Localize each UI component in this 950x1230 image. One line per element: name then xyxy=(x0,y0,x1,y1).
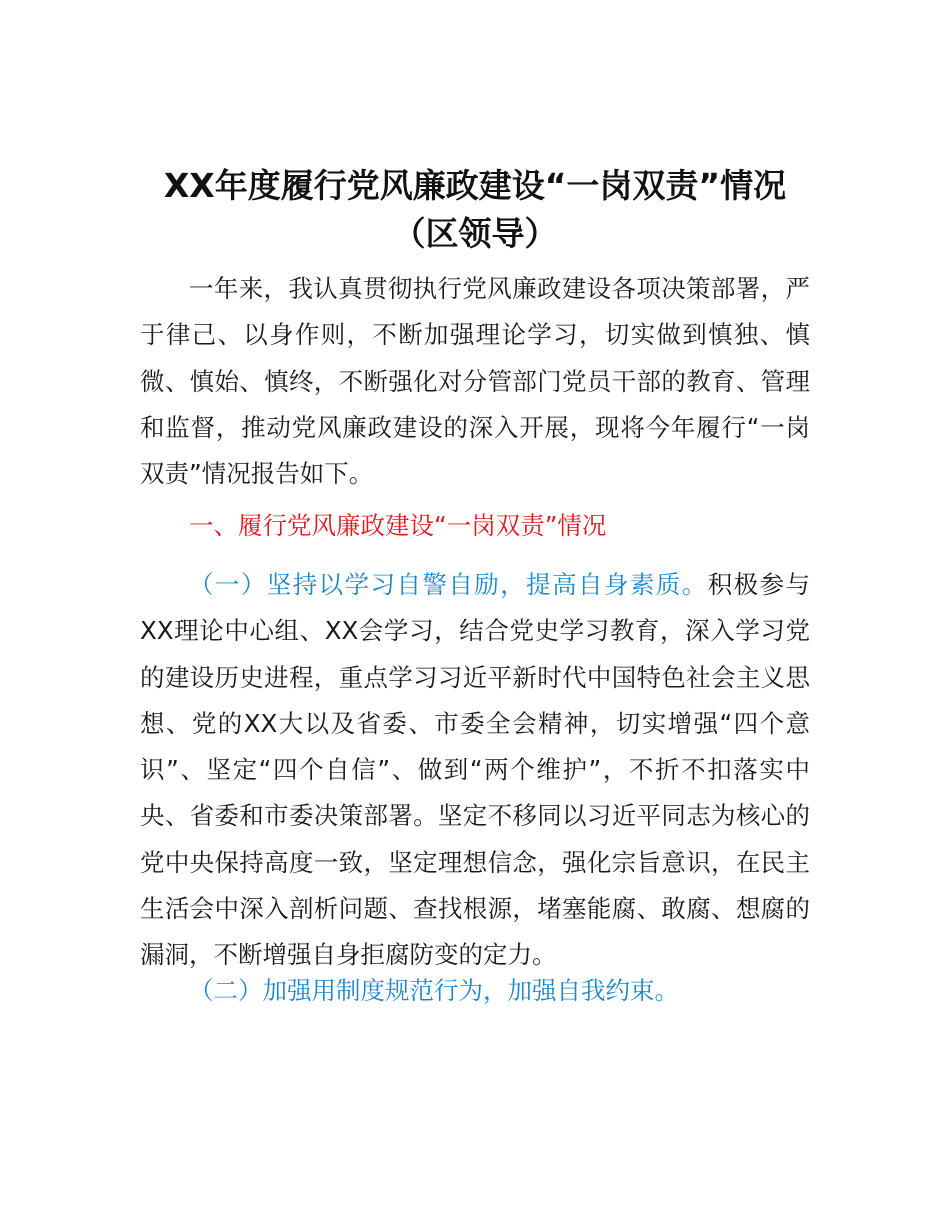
item-1-heading: （一）坚持以学习自警自励，提高自身素质。 xyxy=(189,570,708,599)
item-2-heading: （二）加强用制度规范行为，加强自我约束。 xyxy=(189,976,679,1005)
document-title: XX年度履行党风廉政建设“一岗双责”情况（区领导） xyxy=(163,166,787,254)
item-1-body: 积极参与XX理论中心组、XX会学习，结合党史学习教育，深入学习党的建设历史进程，重点学习习近平新时代中国特色社会主义思想、党的XX大以及省委、市委全会精神，切实增强“四个意识”、坚定“四个自信”、做到“两个维护”，不折不扣落实中央、省委和市委决策部署。坚定不移同以习近平同志为核心的党中央保持高度一致，坚定理想信念，强化宗旨意识，在民主生活会中深入剖析问题、查找根源，堵塞能腐、敢腐、想腐的漏洞，不断增强自身拒腐防变的定力。 xyxy=(140,570,811,970)
intro-paragraph: 一年来，我认真贯彻执行党风廉政建设各项决策部署，严于律己、以身作则，不断加强理论学习，切实做到慎独、慎微、慎始、慎终，不断强化对分管部门党员干部的教育、管理和监督，推动党风廉政建设的深入开展，现将今年履行“一岗双责”情况报告如下。 xyxy=(140,274,810,489)
item-1-paragraph xyxy=(140,562,810,979)
section-heading: 一、履行党风廉政建设“一岗双责”情况 xyxy=(189,511,607,540)
